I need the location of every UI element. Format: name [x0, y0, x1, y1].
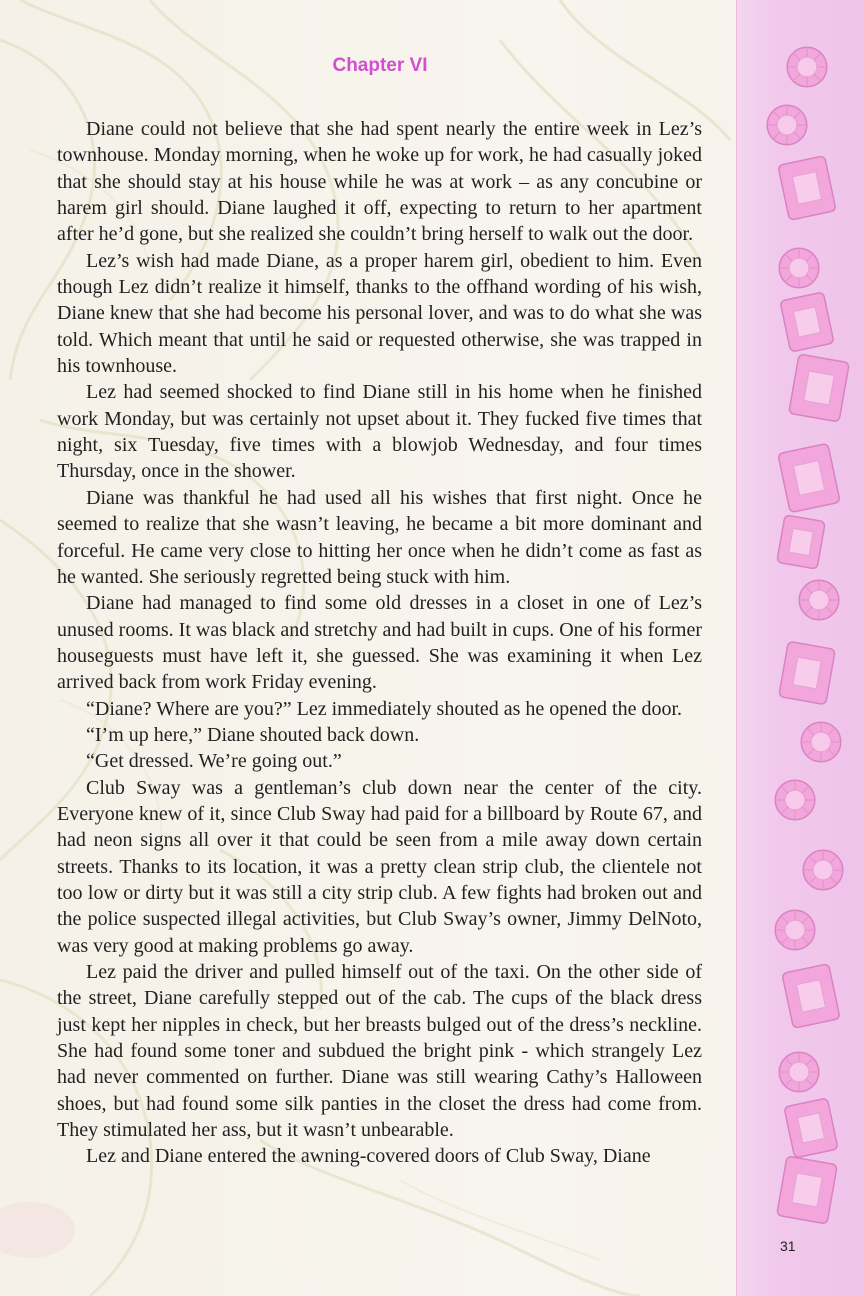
paragraph: “I’m up here,” Diane shouted back down. — [86, 723, 420, 746]
pink-gem-icon — [775, 910, 815, 950]
pink-gem-icon — [780, 292, 834, 352]
pink-gem-icon — [778, 443, 840, 512]
gem-column — [737, 0, 864, 1296]
paragraph: Diane had managed to find some old dresses in a closet in one of Lez’s unused rooms. It was black and stretchy and had built in cups. One of his former houseguests must have left it, she guessed. She was examining it when Lez arrived back from work Friday evening. — [57, 592, 702, 694]
paragraph: “Diane? Where are you?” Lez immediately shouted as he opened the door. — [86, 697, 683, 720]
pink-gem-icon — [801, 722, 841, 762]
paragraph: Lez and Diane entered the awning-covered doors of Club Sway, Diane — [86, 1145, 651, 1168]
pink-gem-icon — [775, 780, 815, 820]
pink-gem-icon — [777, 1156, 838, 1224]
pink-gem-icon — [779, 1052, 819, 1092]
pink-gem-icon — [777, 515, 826, 569]
chapter-title: Chapter VI — [332, 55, 428, 76]
pink-gem-icon — [787, 47, 827, 87]
paragraph: “Get dressed. We’re going out.” — [86, 750, 342, 773]
pink-gem-icon — [767, 105, 807, 145]
paragraph: Diane was thankful he had used all his wishes that first night. Once he seemed to realize that she wasn’t leaving, he became a bit more dominant and forceful. He came very close to hitting her once when he didn’t come as fast as he wanted. She seriously regretted being stuck with him. — [57, 486, 702, 588]
pink-gem-icon — [779, 248, 819, 288]
pink-gem-icon — [779, 641, 836, 704]
pink-gem-icon — [778, 156, 836, 221]
pink-gem-icon — [789, 354, 850, 422]
gem-decoration-strip — [736, 0, 864, 1296]
pink-gem-icon — [782, 964, 840, 1029]
chapter-body-text — [57, 116, 702, 1170]
pink-gem-icon — [803, 850, 843, 890]
paragraph: Lez paid the driver and pulled himself out of the taxi. On the other side of the street, Diane carefully stepped out of the cab. The cups of the black dress just kept her nipples in check, but her breasts bulged out of the dress’s neckline. She had found some toner and subdued the bright pink - which strangely Lez had never commented on further. Diane was still wearing Cathy’s Halloween shoes, but had found some silk panties in the closet the dress had come from. They stimulated her ass, but it wasn’t unbearable. — [57, 961, 702, 1142]
paragraph: Lez’s wish had made Diane, as a proper harem girl, obedient to him. Even though Lez didn’t realize it himself, thanks to the offhand wording of his wish, Diane knew that she had become his personal lover, and was to do what she was told. Which meant that until he said or requested otherwise, she was trapped in his townhouse. — [57, 249, 702, 378]
pink-gem-icon — [799, 580, 839, 620]
page-number: 31 — [780, 1238, 796, 1254]
paragraph: Club Sway was a gentleman’s club down near the center of the city. Everyone knew of it, since Club Sway had paid for a billboard by Route 67, and had neon signs all over it that could be seen from a mile away down certain streets. Thanks to its location, it was a pretty clean strip club, the clientele not too low or dirty but it was still a city strip club. A few fights had broken out and the police suspected illegal activities, but Club Sway’s owner, Jimmy DelNoto, was very good at making problems go away. — [57, 776, 702, 957]
paragraph: Lez had seemed shocked to find Diane still in his home when he finished work Monday, but was certainly not upset about it. They fucked five times that night, six Tuesday, five times with a blowjob Wednesday, and four times Thursday, once in the shower. — [57, 381, 702, 483]
paragraph: Diane could not believe that she had spent nearly the entire week in Lez’s townhouse. Monday morning, when he woke up for work, he had casually joked that she should stay at his house while he was at work – as any concubine or harem girl should. Diane laughed it off, expecting to return to her apartment after he’d gone, but she realized she couldn’t bring herself to walk out the door. — [57, 118, 702, 246]
pink-gem-icon — [784, 1098, 838, 1158]
